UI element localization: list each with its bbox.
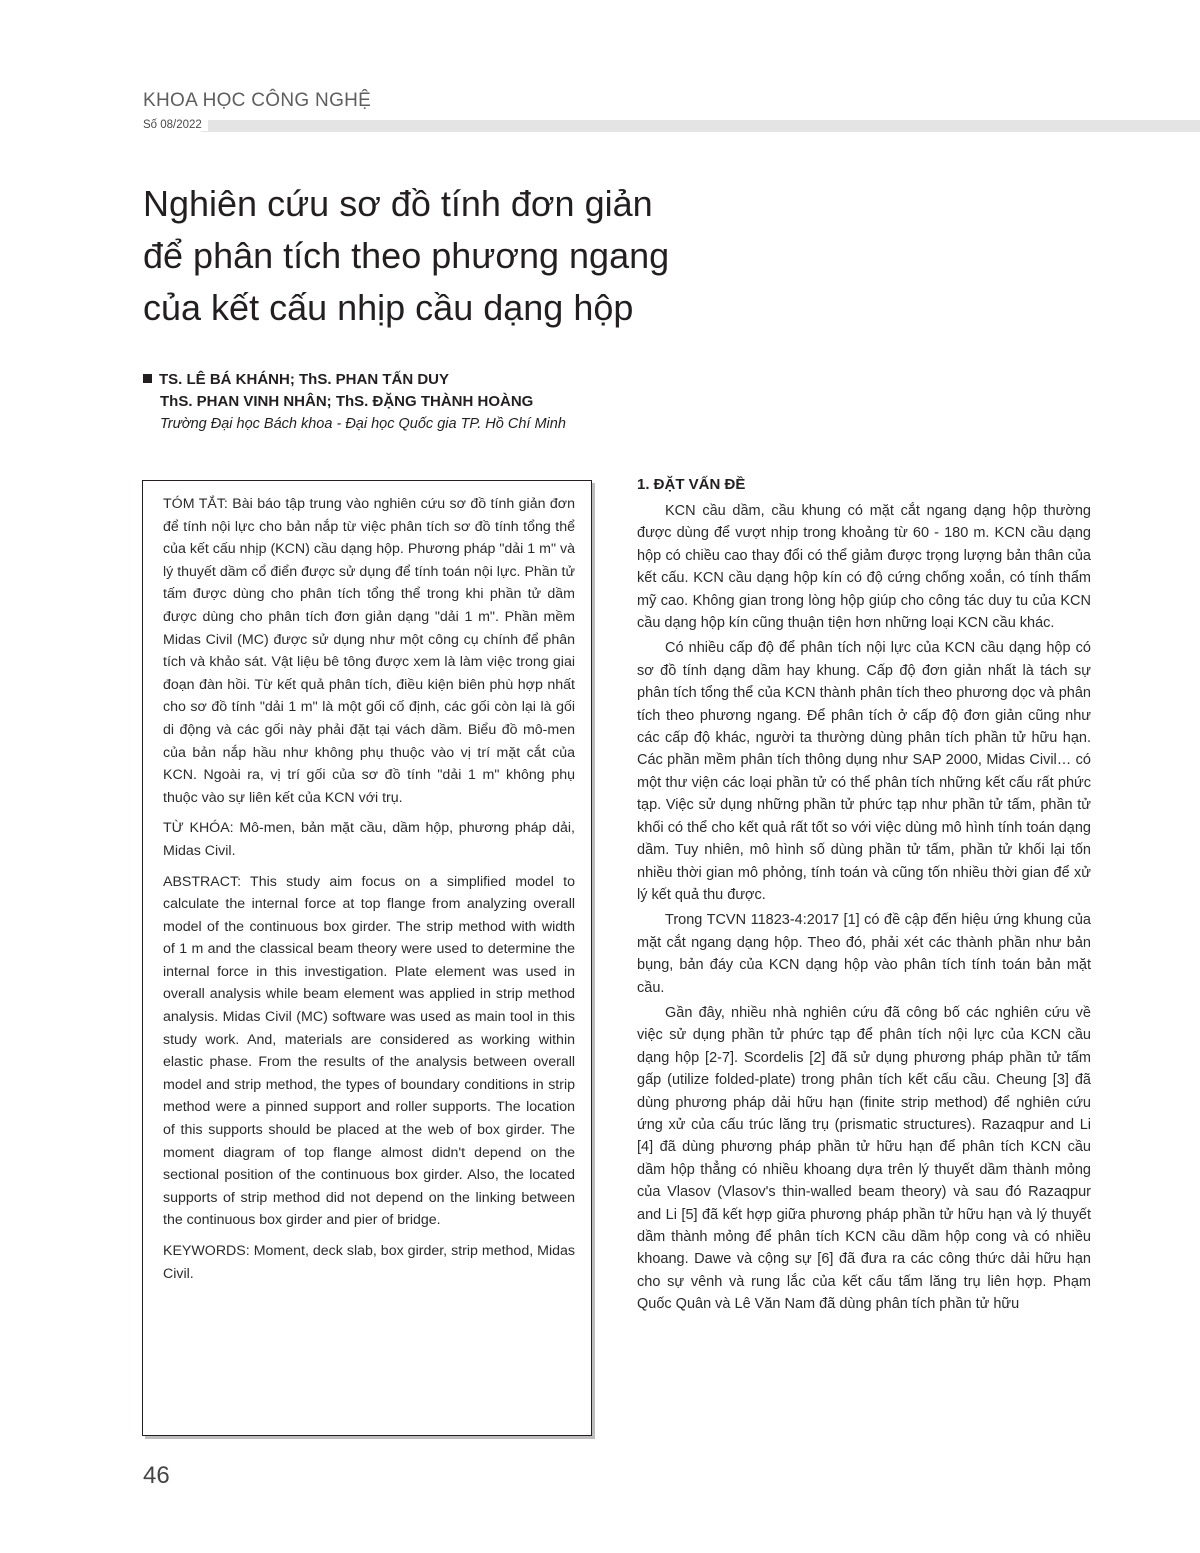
- author-block: [143, 369, 703, 435]
- body-column: [637, 474, 1091, 1319]
- issue-number: Số 08/2022: [143, 119, 208, 131]
- english-keywords: [163, 1240, 575, 1285]
- article-title: [143, 178, 783, 334]
- title-line: của kết cấu nhịp cầu dạng hộp: [143, 287, 634, 328]
- english-abstract: [163, 871, 575, 1233]
- abstract-text: Bài báo tập trung vào nghiên cứu sơ đồ tính giản đơn để tính nội lực cho bản nắp từ việc phân tích sơ đồ tính tổng thể của kết cấu nhịp (KCN) cầu dạng hộp. Phương pháp "dải 1 m" và lý thuyết dầm cổ điển được sử dụng để tính toán nội lực. Phần tử tấm được dùng cho phân tích tổng thể trong khi phần tử dầm được dùng cho phân tích đơn giản dạng "dải 1 m". Phần mềm Midas Civil (MC) được sử dụng như một công cụ chính để phân tích và khảo sát. Vật liệu bê tông được xem là làm việc trong giai đoạn đàn hồi. Từ kết quả phân tích, điều kiện biên phù hợp nhất cho sơ đồ tính "dải 1 m" là một gối cố định, các gối còn lại là gối di động và các gối này phải đặt tại vách dầm. Biểu đồ mô-men của bản nắp hầu như không phụ thuộc vào vị trí mặt cắt của KCN. Ngoài ra, vị trí gối của sơ đồ tính "dải 1 m" không phụ thuộc vào sự liên kết của KCN với trụ.: [163, 496, 575, 806]
- title-line: để phân tích theo phương ngang: [143, 235, 670, 276]
- authors-line: [143, 369, 703, 391]
- keywords-text: Mô-men, bản mặt cầu, dầm hộp, phương pháp dải, Midas Civil.: [163, 820, 575, 859]
- header-rule: [201, 120, 1200, 132]
- keywords-label: KEYWORDS:: [163, 1243, 250, 1259]
- title-line: Nghiên cứu sơ đồ tính đơn giản: [143, 183, 653, 224]
- abstract-label: TÓM TẮT:: [163, 496, 228, 512]
- abstract-label: ABSTRACT:: [163, 873, 242, 890]
- authors-line: ThS. PHAN VINH NHÂN; ThS. ĐẶNG THÀNH HOÀNG: [160, 393, 534, 410]
- keywords-label: TỪ KHÓA:: [163, 820, 234, 837]
- square-bullet-icon: [143, 374, 152, 383]
- issue-row: [143, 118, 1200, 134]
- page-number: 46: [143, 1462, 170, 1489]
- keywords-text: Moment, deck slab, box girder, strip method, Midas Civil.: [163, 1243, 575, 1282]
- affiliation: Trường Đại học Bách khoa - Đại học Quốc gia TP. Hồ Chí Minh: [160, 416, 566, 432]
- body-paragraph: Trong TCVN 11823-4:2017 [1] có đề cập đến hiệu ứng khung của mặt cắt ngang dạng hộp. Theo đó, phải xét các thành phần như bản bụng, bản đáy của KCN dạng hộp vào phân tích tính toán bản mặt cầu.: [637, 912, 1091, 996]
- body-paragraph: Có nhiều cấp độ để phân tích nội lực của KCN cầu dạng hộp có sơ đồ tính dạng dầm hay khung. Cấp độ đơn giản nhất là tách sự phân tích tổng thể của KCN thành phân tích theo phương dọc và phân tích theo phương ngang. Để phân tích ở cấp độ đơn giản cũng như các cấp độ khác, người ta thường dùng phân tích phần tử hữu hạn. Các phần mềm phân tích thông dụng như SAP 2000, Midas Civil… có một thư viện các loại phần tử có thể phân tích những kết cấu rất phức tạp. Việc sử dụng những phần tử phức tạp như phần tử tấm, phần tử khối có thể cho kết quả rất tốt so với việc dùng mô hình tính toán dạng dầm. Tuy nhiên, mô hình số dùng phần tử tấm, phần tử khối lại tốn nhiều thời gian mô phỏng, tính toán và cũng tốn nhiều thời gian để xử lý kết quả thu được.: [637, 640, 1091, 903]
- section-heading: 1. ĐẶT VẤN ĐỀ: [637, 476, 746, 493]
- abstract-text: This study aim focus on a simplified model to calculate the internal force at top flange from analyzing overall model of the continuous box girder. The strip method with width of 1 m and the classical beam theory were used to determine the internal force in this investigation. Plate element was used in overall analysis while beam element was applied in strip method analysis. Midas Civil (MC) software was used as main tool in this study work. And, materials are considered as working within elastic phase. From the results of the analysis between overall model and strip method, the types of boundary conditions in strip method were a pinned support and roller supports. The location of this supports should be placed at the web of box girder. The moment diagram of top flange almost didn't depend on the sectional position of the continuous box girder. Also, the located supports of strip method did not depend on the linking between the continuous box girder and pier of bridge.: [163, 873, 575, 1229]
- vietnamese-keywords: [163, 817, 575, 862]
- body-paragraph: Gần đây, nhiều nhà nghiên cứu đã công bố các nghiên cứu về việc sử dụng phần tử phức tạp để phân tích nội lực của KCN cầu dạng hộp [2-7]. Scordelis [2] đã sử dụng phương pháp phần tử tấm gấp (utilize folded-plate) trong phân tích kết cấu cầu. Cheung [3] đã dùng phương pháp dải hữu hạn (finite strip method) để nghiên cứu ứng xử của cấu trúc lăng trụ (prismatic structures). Razaqpur and Li [4] đã dùng phương pháp phần tử hữu hạn để phân tích KCN cầu dầm hộp thẳng có nhiều khoang dựa trên lý thuyết dầm thành mỏng của Vlasov (Vlasov's thin-walled beam theory) và sau đó Razaqpur and Li [5] đã kết hợp giữa phương pháp phần tử hữu hạn và lý thuyết dầm thành mỏng để phân tích KCN cầu dầm hộp cong và có nhiều khoang. Dawe và cộng sự [6] đã đưa ra các công thức dải hữu hạn cho sự vênh và rung lắc của kết cấu tấm lăng trụ liên hợp. Phạm Quốc Quân và Lê Văn Nam đã dùng phân tích phần tử hữu: [637, 1004, 1091, 1313]
- journal-section-label: KHOA HỌC CÔNG NGHỆ: [143, 90, 372, 111]
- body-paragraph: KCN cầu dầm, cầu khung có mặt cắt ngang dạng hộp thường được dùng để vượt nhịp trong khoảng từ 60 - 180 m. KCN cầu dạng hộp có chiều cao thay đổi có thể giảm được trọng lượng bản thân của kết cấu. KCN cầu dạng hộp kín có độ cứng chống xoắn, có tính thẩm mỹ cao. Không gian trong lòng hộp giúp cho công tác duy tu của KCN cầu dạng hộp kín cũng thuận tiện hơn những loại KCN cầu khác.: [637, 503, 1091, 632]
- abstract-box: [142, 480, 592, 1436]
- authors-text: TS. LÊ BÁ KHÁNH; ThS. PHAN TẤN DUY: [159, 371, 449, 388]
- vietnamese-abstract: [163, 493, 575, 809]
